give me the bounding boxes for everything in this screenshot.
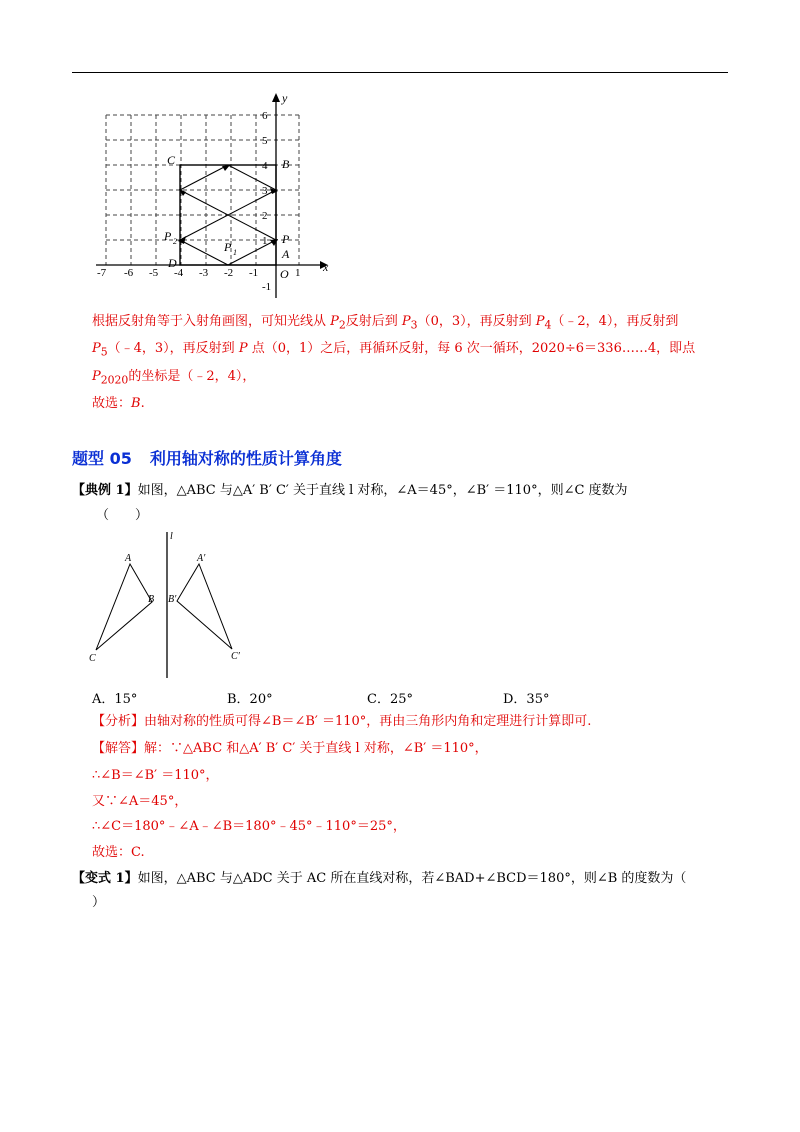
point-sub: 2 <box>173 237 177 246</box>
analysis: 【分析】由轴对称的性质可得∠B＝∠B′ ＝110°，再由三角形内角和定理进行计算即可. <box>92 714 592 729</box>
y-tick: 6 <box>262 110 268 122</box>
explanation-line-3: $P_{2020}$的坐标是（﹣2，4）， <box>92 369 256 387</box>
x-tick: -3 <box>199 267 209 279</box>
vertex-label: C <box>89 653 96 664</box>
point-label: D <box>168 256 177 270</box>
point-label: P <box>224 240 232 254</box>
vertex-label: C′ <box>231 651 240 662</box>
option-c: C．25° <box>367 692 413 707</box>
origin-label: O <box>280 267 289 281</box>
triangle-figure <box>84 528 254 680</box>
vertex-label: A <box>125 553 132 564</box>
x-tick: -4 <box>174 267 184 279</box>
solution-line-4: ∴∠C＝180°﹣∠A﹣∠B＝180°﹣45°﹣110°＝25°， <box>92 819 406 834</box>
point-label: C <box>167 153 176 167</box>
variant-question-cont: ） <box>92 895 106 910</box>
header-rule <box>72 72 728 73</box>
option-b: B．20° <box>227 692 273 707</box>
point-sub: 1 <box>233 248 237 257</box>
y-tick: 1 <box>262 235 268 247</box>
y-tick: -1 <box>262 281 272 293</box>
x-tick: -2 <box>224 267 234 279</box>
line-label: l <box>170 531 173 542</box>
explanation-line-1: 根据反射角等于入射角画图，可知光线从 $P_2$反射后到 $P_3(0$，3），再反射到 $P_4(﹣2$，4），再反射到 <box>92 314 679 332</box>
y-tick: 5 <box>262 135 268 147</box>
explanation-line-4: 故选：B. <box>92 396 145 411</box>
solution-line-5: 故选：C. <box>92 845 145 860</box>
vertex-label: B <box>148 594 155 605</box>
y-tick: 4 <box>262 160 268 172</box>
x-tick: 1 <box>295 267 301 279</box>
option-a: A．15° <box>92 692 138 707</box>
point-label: P <box>282 232 290 246</box>
point-label: A <box>282 247 290 261</box>
option-d: D．35° <box>503 692 550 707</box>
variant-question: 【变式 1】如图，△ABC 与△ADC 关于 AC 所在直线对称，若∠BAD+∠BCD＝180°，则∠B 的度数为（ <box>72 871 687 886</box>
y-axis-label: y <box>282 91 288 105</box>
explanation-line-2: $P_5(﹣4$，3），再反射到 P 点（0，1）之后，再循环反射，每 6 次一循环，2020÷6＝336……4，即点 <box>92 341 696 359</box>
example-question: 【典例 1】如图，△ABC 与△A′ B′ C′ 关于直线 l 对称，∠A＝45°，∠B′ ＝110°，则∠C 度数为 <box>72 483 628 498</box>
solution-line-1: 【解答】解：∵△ABC 和△A′ B′ C′ 关于直线 l 对称，∠B′ ＝110°， <box>92 741 488 756</box>
solution-line-3: 又∵∠A＝45°， <box>92 794 188 809</box>
y-tick: 3 <box>262 185 268 197</box>
point-label: P <box>164 229 172 243</box>
x-tick: -6 <box>124 267 134 279</box>
example-question-cont: （ ） <box>96 508 149 523</box>
vertex-label: B′ <box>168 594 177 605</box>
x-tick: -7 <box>97 267 107 279</box>
x-tick: -1 <box>249 267 259 279</box>
x-axis-label: x <box>323 260 329 274</box>
section-heading <box>72 446 342 469</box>
vertex-label: A′ <box>197 553 206 564</box>
coordinate-figure <box>94 88 334 300</box>
section-title: 利用轴对称的性质计算角度 <box>149 449 342 468</box>
solution-line-2: ∴∠B＝∠B′ ＝110°， <box>92 768 219 783</box>
point-label: B <box>282 157 290 171</box>
section-number: 题型 05 <box>72 449 132 468</box>
x-tick: -5 <box>149 267 159 279</box>
y-tick: 2 <box>262 210 268 222</box>
